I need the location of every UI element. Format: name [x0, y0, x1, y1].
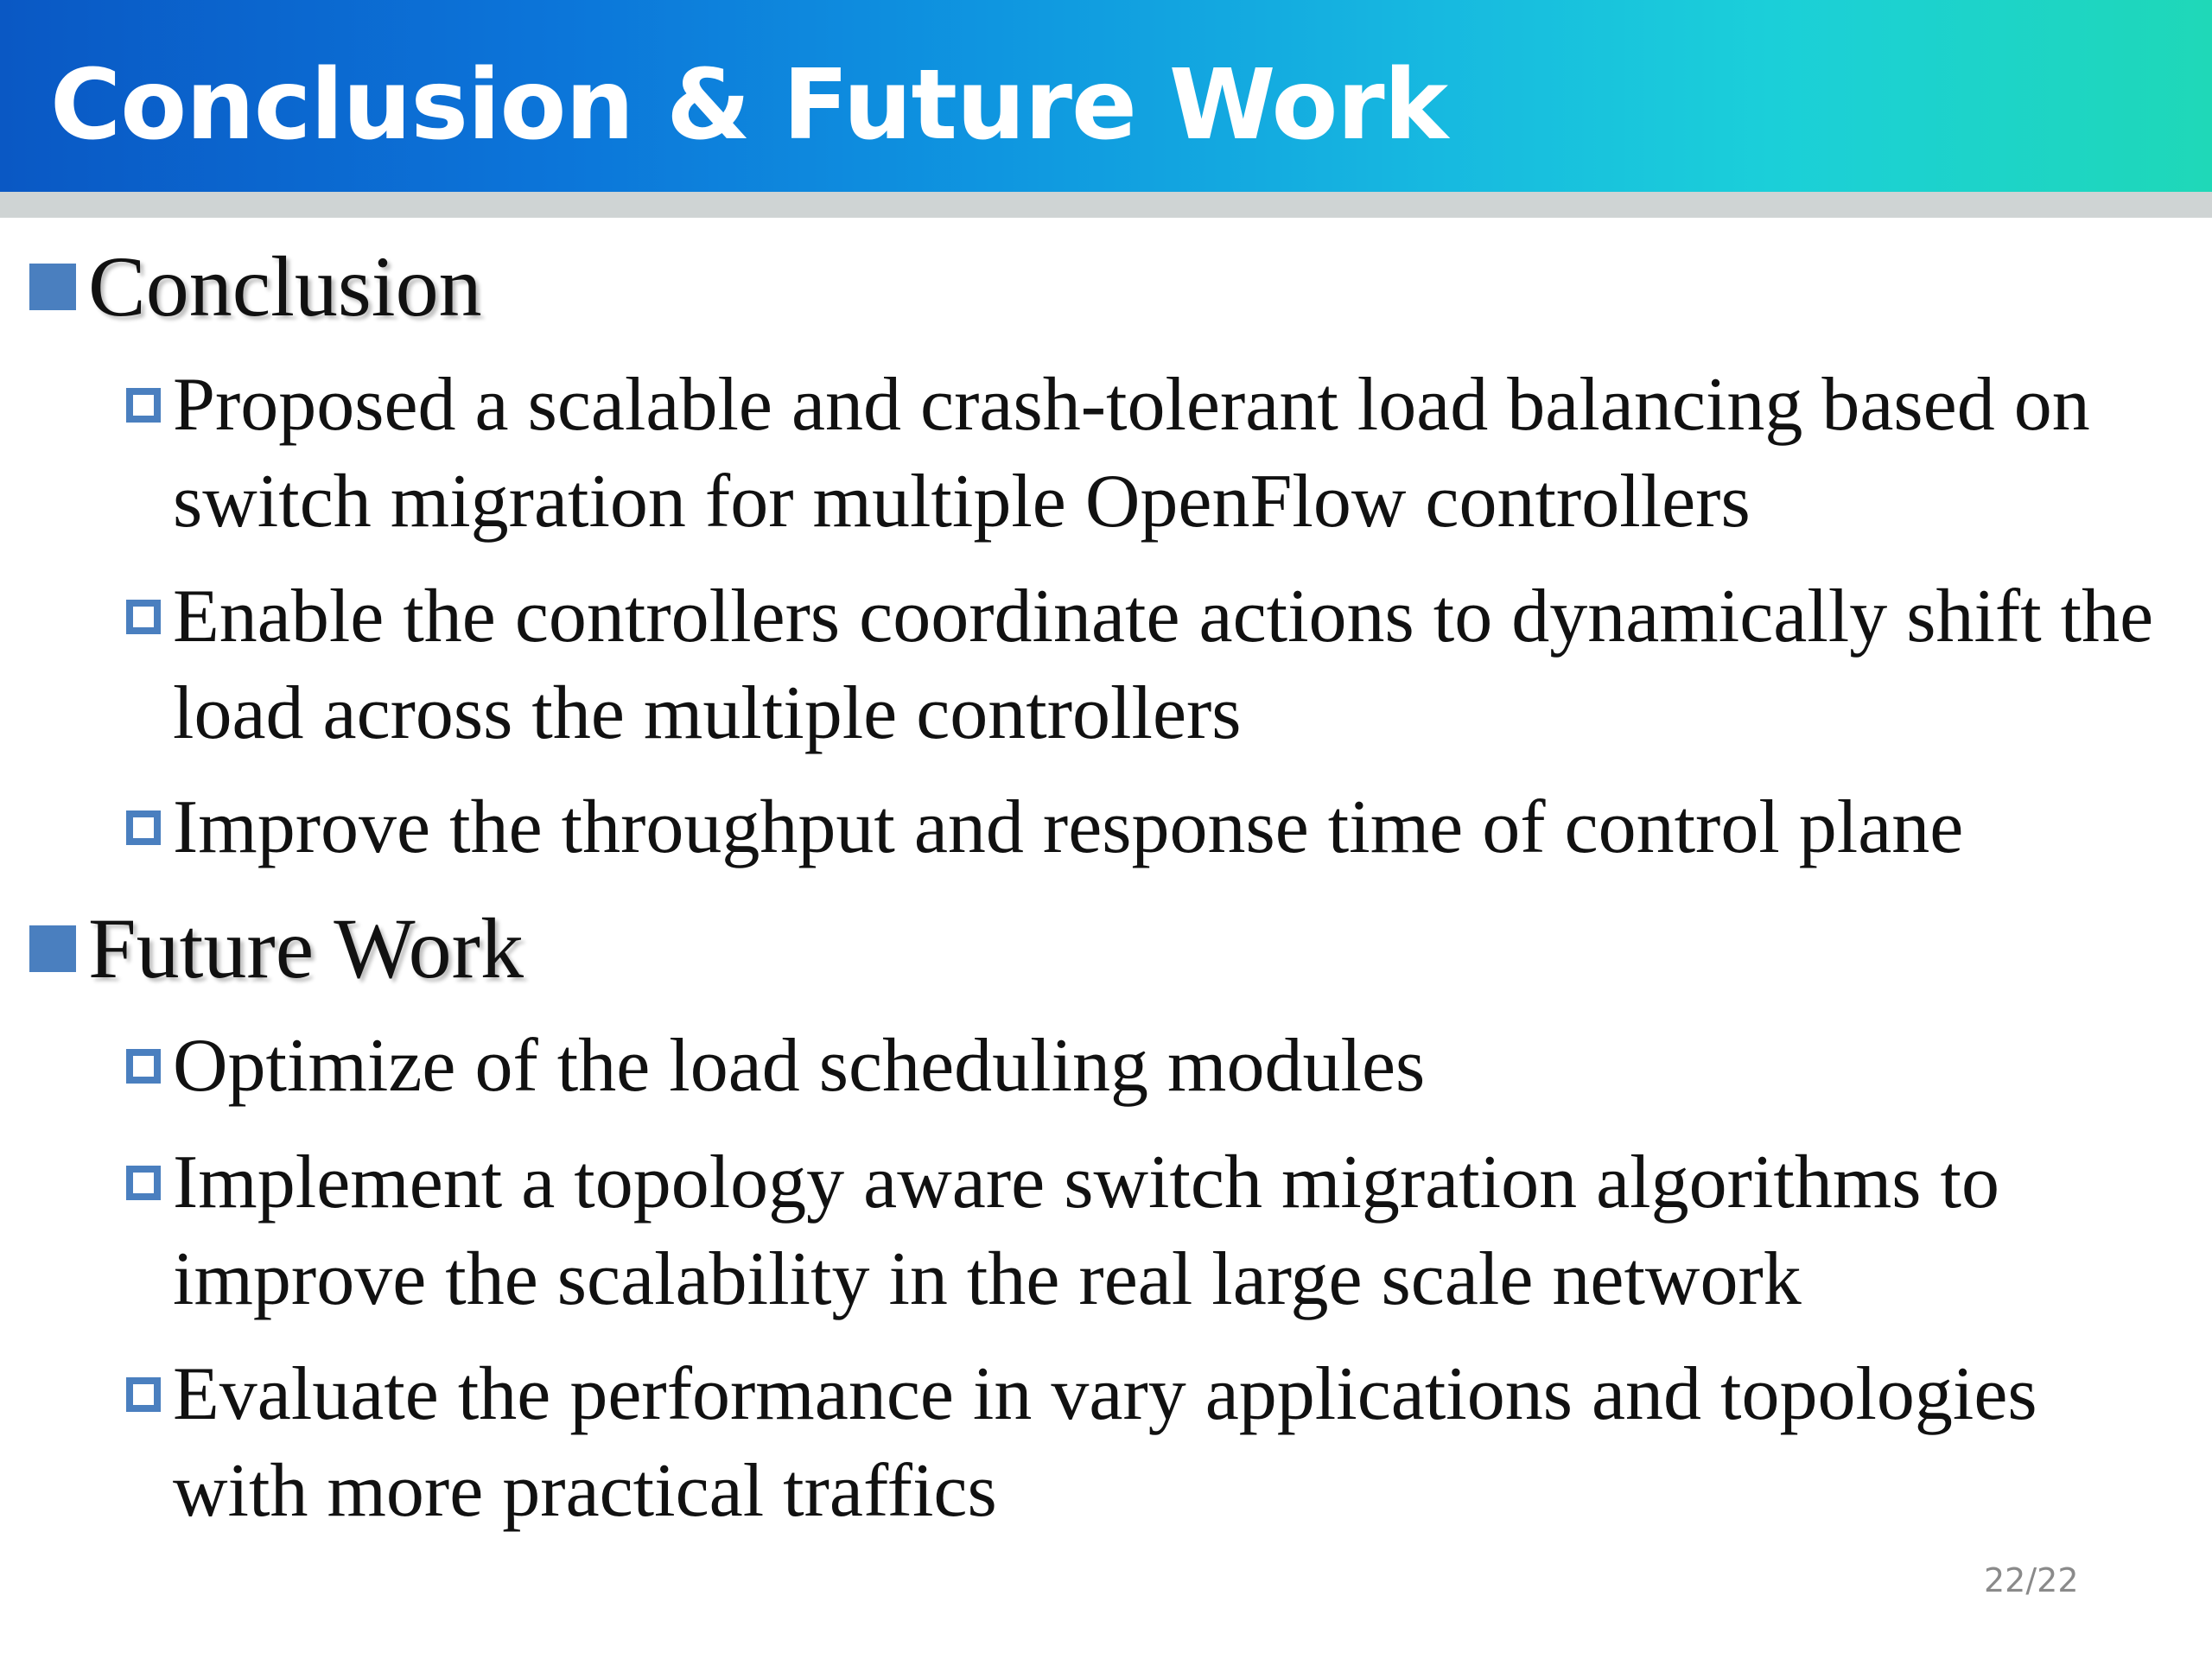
list-item-text: Improve the throughput and response time of control plane — [173, 785, 1964, 869]
hollow-square-bullet-icon — [126, 1049, 161, 1084]
list-item-text: Evaluate the performance in vary applications and topologies with more practical traffics — [173, 1352, 2037, 1533]
list-item — [126, 357, 2157, 550]
list-item-text: Enable the controllers coordinate actions to dynamically shift the load across the multiple controllers — [173, 575, 2154, 755]
hollow-square-bullet-icon — [126, 1166, 161, 1200]
hollow-square-bullet-icon — [126, 810, 161, 845]
section-label: Conclusion — [88, 238, 482, 334]
hollow-square-bullet-icon — [126, 600, 161, 634]
hollow-square-bullet-icon — [126, 1377, 161, 1412]
page-number: 22/22 — [1984, 1561, 2079, 1599]
section-heading-conclusion — [29, 235, 482, 339]
list-item — [126, 779, 2157, 876]
section-label: Future Work — [88, 900, 524, 996]
filled-square-bullet-icon — [29, 264, 76, 310]
hollow-square-bullet-icon — [126, 388, 161, 423]
list-item — [126, 1346, 2157, 1540]
list-item-text: Optimize of the load scheduling modules — [173, 1024, 1426, 1108]
title-divider — [0, 192, 2212, 218]
list-item — [126, 569, 2157, 762]
filled-square-bullet-icon — [29, 925, 76, 972]
slide-title: Conclusion & Future Work — [50, 49, 1448, 162]
section-heading-future-work — [29, 897, 524, 1001]
list-item — [126, 1018, 2157, 1115]
list-item-text: Implement a topology aware switch migration algorithms to improve the scalability in the real large scale network — [173, 1141, 1999, 1321]
list-item-text: Proposed a scalable and crash-tolerant load balancing based on switch migration for multiple OpenFlow controllers — [173, 363, 2090, 543]
list-item — [126, 1135, 2157, 1328]
